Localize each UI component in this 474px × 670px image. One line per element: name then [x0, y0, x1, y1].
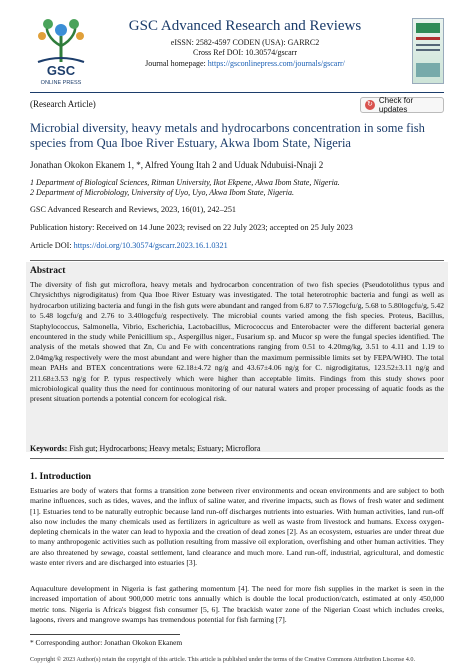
logo-text: GSC — [46, 63, 76, 78]
abstract-bottom-rule — [30, 458, 444, 459]
affiliation-2: 2 Department of Microbiology, University of Uyo, Uyo, Akwa Ibom State, Nigeria. — [30, 188, 294, 197]
footnote-divider — [30, 634, 180, 635]
article-doi — [30, 241, 444, 250]
abstract-top-rule — [30, 260, 444, 261]
crossref-line: Cross Ref DOI: 10.30574/gscarr — [193, 48, 297, 57]
intro-paragraph-2: Aquaculture development in Nigeria is fast gathering momentum [4]. The need for more fish supplies in the market is seen in the increased importation of about 900,000 metric tons annually which is double the local production/catch, estimated at only 450,000 metric tons. Nigeria is Africa's biggest fish consumer [5, 6]. The brackish water zone of the Nigerian Coast which includes creeks, lagoons, rivers and mangrove swamps has tremendous potential for fish farming [7]. — [30, 584, 444, 624]
journal-header — [30, 14, 444, 92]
article-type: (Research Article) — [30, 99, 96, 109]
affiliation-1: 1 Department of Biological Sciences, Ritman University, Ikot Ekpene, Akwa Ibom State, Nigeria. — [30, 178, 340, 187]
gsc-logo-icon — [30, 16, 92, 86]
doi-label: Article DOI: — [30, 241, 74, 250]
publication-history: Publication history: Received on 14 June 2023; revised on 22 July 2023; accepted on 25 July 2023 — [30, 223, 353, 232]
header-divider — [30, 92, 444, 93]
update-check-icon: ↻ — [367, 101, 373, 108]
homepage-line — [100, 59, 390, 69]
logo-subtext: ONLINE PRESS — [40, 80, 82, 86]
homepage-link[interactable]: https://gsconlinepress.com/journals/gscarr/ — [207, 59, 345, 68]
affiliations — [30, 178, 444, 198]
check-updates-label: Check for updates — [378, 96, 414, 114]
copyright-notice: Copyright © 2023 Author(s) retain the copyright of this article. This article is published under the terms of the Creative Commons Attribution Liscense 4.0. — [30, 656, 416, 663]
section-heading-introduction: 1. Introduction — [30, 472, 92, 482]
abstract-heading: Abstract — [30, 266, 66, 276]
abstract-text: The diversity of fish gut microflora, heavy metals and hydrocarbon concentration of two fish species (Pseudotolithus typus and Chrysichthys nigrodigitatus) from Qua Iboe River Estuary was investigated. The total heterotrophic bacteria and fungi as well as hydrocarbon utilizing bacteria and fungi in the fish guts were abundant and ranged from 6.87 to 7.57logcfu/g, 5.68 to 5.80logcfu/g, 5.42 to 5.48 logcfu/g and 2.76 to 3.40logcfu/g respectively. The microbial counts varied among the fish species. Proteus, Bacillus, Staphylococcus, Salmonella, Vibrio, Escherichia, Lactobacillus, Micrococcus and Enterobacter were the different bacterial genera encountered in the study while Penicillium sp., Aspergillus niger., Fusarium sp. and Mucor sp were the fungal species identified. The analysis of the metals showed that Zn, Cu and Fe with concentrations ranging from 0.51 to 4.20mg/kg, 3.51 to 4.11 and 1.19 to 2.04mg/kg respectively were the most abundant and were higher than the maximum permissible limits set by FEPA/WHO. The total mean PAHs and BTEX concentrations were 62.18±4.72 ng/g and 43.67±4.06 ng/g for C. nigrodigitatus, 123.52±3.11 ng/g and 211.68±3.53 ng/g for P. typus respectively which were higher than acceptable limits. Findings from this study shows poor microbiological quality thus the need for continuous monitoring of our natural waters and proper processing of aquatic foods as the present situation portends a potential concern for ecological risk. — [30, 280, 444, 404]
author-list: Jonathan Okokon Ekanem 1, *, Alfred Young Itah 2 and Uduak Ndubuisi-Nnaji 2 — [30, 160, 324, 170]
citation: GSC Advanced Research and Reviews, 2023, 16(01), 242–251 — [30, 205, 237, 214]
check-for-updates-button[interactable] — [360, 97, 444, 113]
doi-link[interactable]: https://doi.org/10.30574/gscarr.2023.16.1.0321 — [73, 241, 228, 250]
issn-line: eISSN: 2582-4597 CODEN (USA): GARRC2 — [170, 38, 320, 47]
keywords-label: Keywords: — [30, 444, 68, 453]
keywords-list: Fish gut; Hydrocarbons; Heavy metals; Estuary; Microflora — [67, 444, 261, 453]
corresponding-author-footnote: * Corresponding author: Jonathan Okokon Ekanem — [30, 638, 183, 647]
intro-paragraph-1: Estuaries are body of waters that forms a transition zone between river environments and ocean environments and are subject to both marine influences, such as tides, waves, and the influx of saline water, and riverine impacts, such as flows of fresh water and sediment [1]. Estuaries tend to be naturally eutrophic because land run-off discharges nutrients into estuaries. With human activities, land run-off also now includes the many chemicals used as fertilizers in agriculture as well as waste from livestock and humans. Excess oxygen-depleting chemicals in the water can lead to hypoxia and the creation of dead zones [2]. As an ecosystem, estuaries are under threat due to many anthropogenic activities such as pollution resulting from massive oil exploration, overfishing and other human activities. They are also threatened by sewage, coastal settlement, land clearance and much more. Land run-off, industrial, agricultural, and domestic waste enter rivers and are discharged into estuaries [3]. — [30, 486, 444, 568]
journal-info — [100, 14, 390, 69]
keywords — [30, 444, 444, 453]
article-title: Microbial diversity, heavy metals and hydrocarbons concentration in some fish species from Qua Iboe River Estuary, Akwa Ibom State, Nigeria — [30, 121, 425, 150]
journal-cover-thumbnail[interactable] — [412, 18, 444, 84]
journal-name: GSC Advanced Research and Reviews — [128, 18, 362, 34]
homepage-label: Journal homepage: — [145, 59, 208, 68]
